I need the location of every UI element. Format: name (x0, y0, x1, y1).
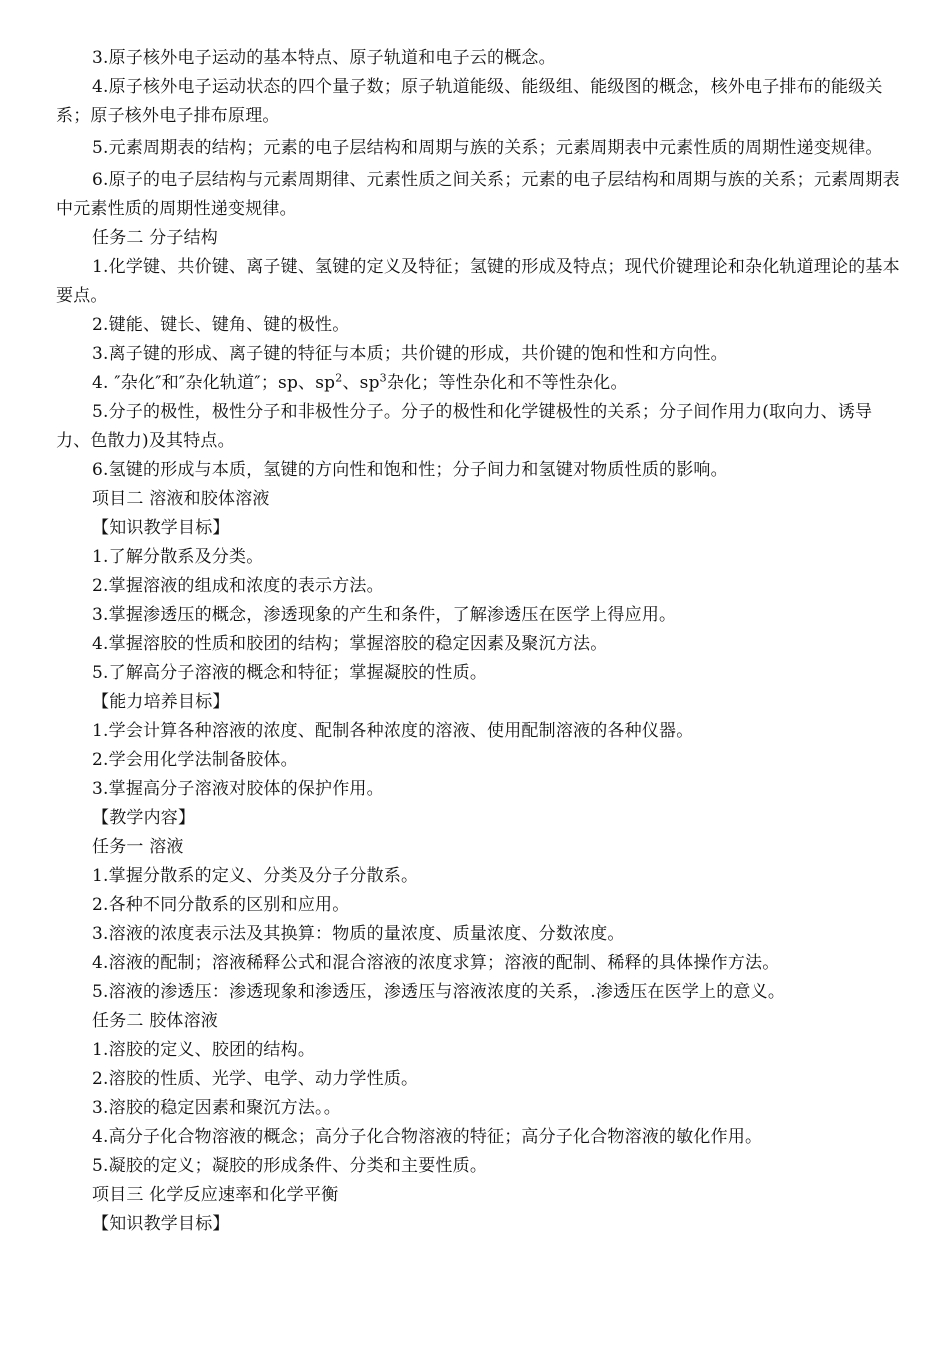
list-item: 1.溶胶的定义、胶团的结构。 (92, 1040, 316, 1060)
list-item: 2.各种不同分散系的区别和应用。 (92, 895, 350, 915)
subheading-ability-goals: 【能力培养目标】 (92, 692, 230, 712)
paragraph-ionic-covalent: 3.离子键的形成、离子键的特征与本质；共价键的形成，共价键的饱和性和方向性。 (92, 344, 728, 364)
hybrid-text-prefix: 4. ″杂化″和″杂化轨道″；sp、sp (92, 373, 336, 393)
subheading-knowledge-goals: 【知识教学目标】 (92, 518, 230, 538)
hybrid-text-suffix: 杂化；等性杂化和不等性杂化。 (386, 373, 628, 393)
list-item: 2.学会用化学法制备胶体。 (92, 750, 298, 770)
list-item: 1.了解分散系及分类。 (92, 547, 264, 567)
list-item: 3.掌握高分子溶液对胶体的保护作用。 (92, 779, 384, 799)
list-item: 3.溶液的浓度表示法及其换算：物质的量浓度、质量浓度、分数浓度。 (92, 924, 625, 944)
hybrid-superscript-3: 3 (379, 371, 387, 385)
subheading-teaching-content: 【教学内容】 (92, 808, 196, 828)
list-item: 1.学会计算各种溶液的浓度、配制各种浓度的溶液、使用配制溶液的各种仪器。 (92, 721, 694, 741)
paragraph-chemical-bonds: 1.化学键、共价键、离子键、氢键的定义及特征；氢键的形成及特点；现代价键理论和杂化轨道理论的基本要点。 (56, 257, 900, 306)
subheading-knowledge-goals-2: 【知识教学目标】 (92, 1214, 230, 1234)
list-item: 5.溶液的渗透压：渗透现象和渗透压，渗透压与溶液浓度的关系，.渗透压在医学上的意义。 (92, 982, 786, 1002)
list-item: 4.高分子化合物溶液的概念；高分子化合物溶液的特征；高分子化合物溶液的敏化作用。 (92, 1127, 763, 1147)
list-item: 2.掌握溶液的组成和浓度的表示方法。 (92, 576, 384, 596)
paragraph-hydrogen-bond: 6.氢键的形成与本质，氢键的方向性和饱和性；分子间力和氢键对物质性质的影响。 (92, 460, 728, 480)
list-item: 5.凝胶的定义；凝胶的形成条件、分类和主要性质。 (92, 1156, 488, 1176)
paragraph-electron-shell: 6.原子的电子层结构与元素周期律、元素性质之间关系；元素的电子层结构和周期与族的关系；元素周期表中元素性质的周期性递变规律。 (56, 170, 900, 219)
section-heading-solution: 任务一 溶液 (92, 837, 184, 857)
hybrid-superscript-2: 2 (335, 371, 343, 385)
paragraph-hybridization (56, 369, 901, 398)
list-item: 1.掌握分散系的定义、分类及分子分散系。 (92, 866, 419, 886)
list-item: 3.掌握渗透压的概念，渗透现象的产生和条件，了解渗透压在医学上得应用。 (92, 605, 677, 625)
section-heading-molecular-structure: 任务二 分子结构 (92, 228, 219, 248)
list-item: 4.溶液的配制；溶液稀释公式和混合溶液的浓度求算；溶液的配制、稀释的具体操作方法。 (92, 953, 780, 973)
paragraph-bond-parameters: 2.键能、键长、键角、键的极性。 (92, 315, 350, 335)
paragraph-atomic-motion: 3.原子核外电子运动的基本特点、原子轨道和电子云的概念。 (92, 48, 556, 68)
project-heading-reaction-rate: 项目三 化学反应速率和化学平衡 (92, 1185, 339, 1205)
paragraph-molecular-polarity: 5.分子的极性，极性分子和非极性分子。分子的极性和化学键极性的关系；分子间作用力(取向力、诱导力、色散力)及其特点。 (56, 402, 873, 451)
list-item: 2.溶胶的性质、光学、电学、动力学性质。 (92, 1069, 419, 1089)
hybrid-text-mid: 、sp (342, 373, 380, 393)
paragraph-periodic-table: 5.元素周期表的结构；元素的电子层结构和周期与族的关系；元素周期表中元素性质的周期性递变规律。 (92, 138, 883, 158)
section-heading-colloid: 任务二 胶体溶液 (92, 1011, 219, 1031)
list-item: 3.溶胶的稳定因素和聚沉方法。。 (92, 1098, 341, 1118)
list-item: 5.了解高分子溶液的概念和特征；掌握凝胶的性质。 (92, 663, 488, 683)
paragraph-quantum-numbers: 4.原子核外电子运动状态的四个量子数；原子轨道能级、能级组、能级图的概念，核外电子排布的能级关系；原子核外电子排布原理。 (56, 77, 883, 126)
project-heading-solutions: 项目二 溶液和胶体溶液 (92, 489, 270, 509)
list-item: 4.掌握溶胶的性质和胶团的结构；掌握溶胶的稳定因素及聚沉方法。 (92, 634, 608, 654)
